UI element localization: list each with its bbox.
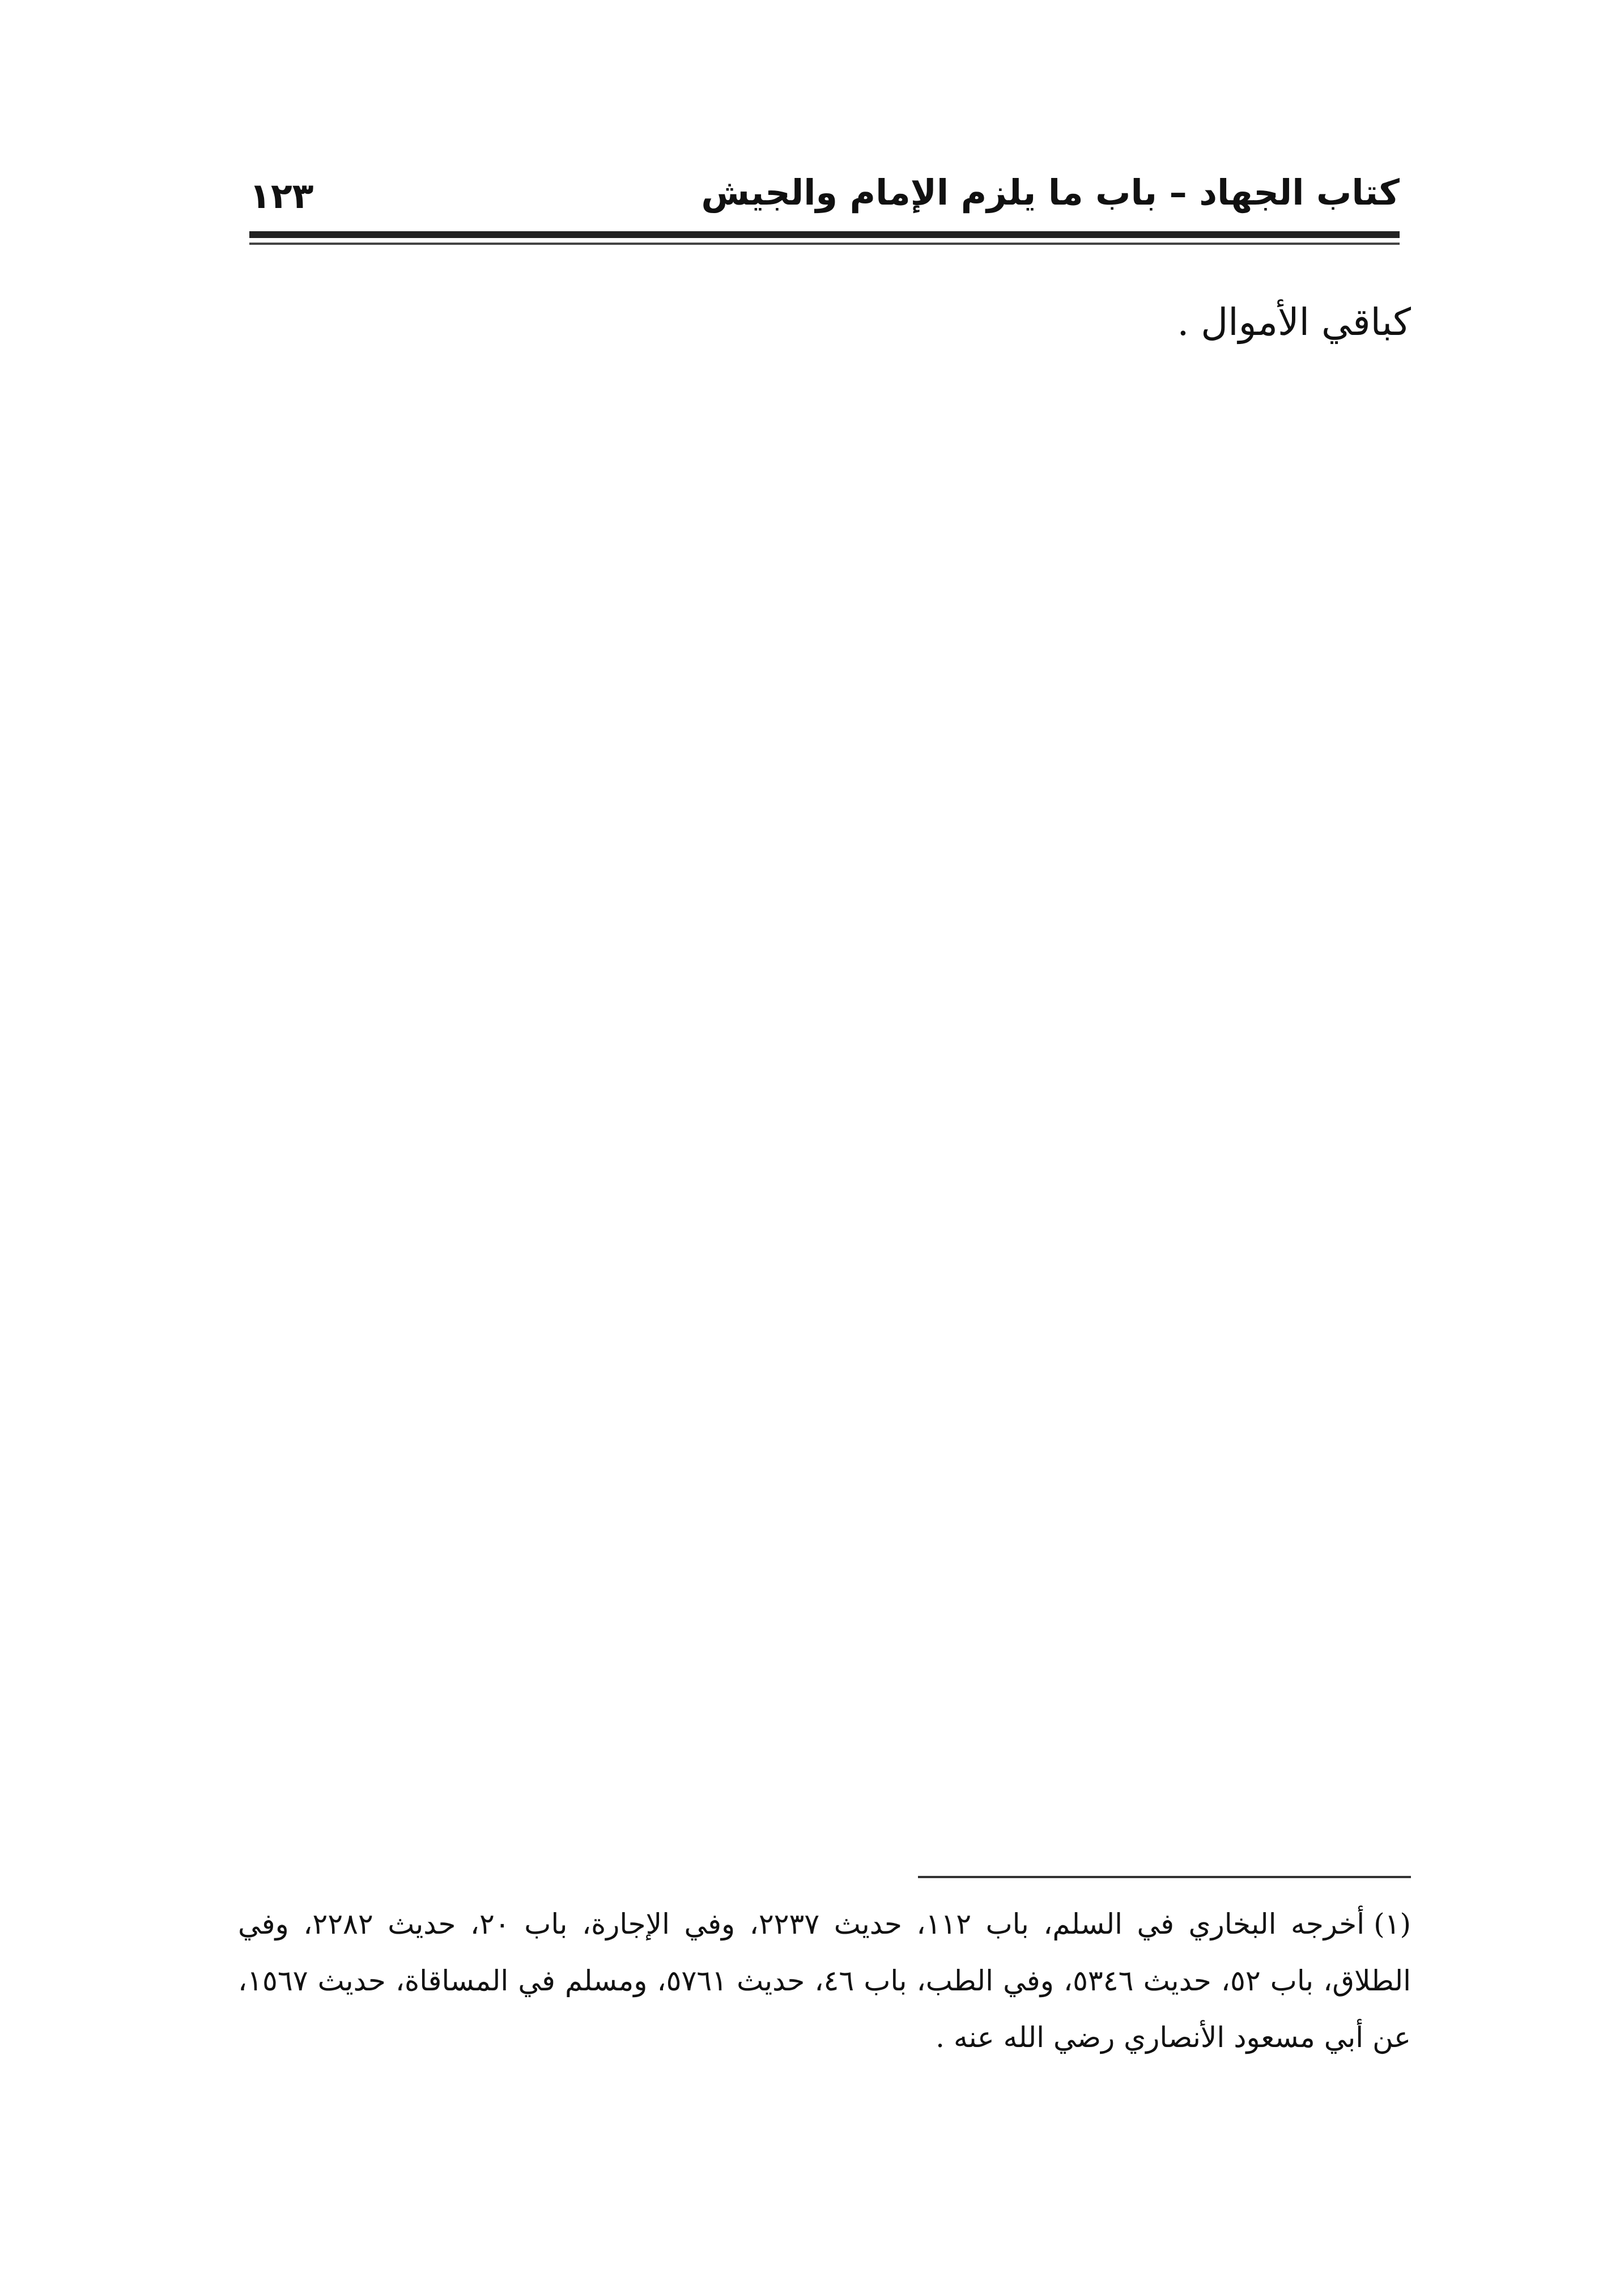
footnote-marker: (١) bbox=[1374, 1908, 1411, 1940]
footnote bbox=[238, 1896, 1411, 2066]
footnote-text: أخرجه البخاري في السلم، باب ١١٢، حديث ٢٢٣٧، وفي الإجارة، باب ٢٠، حديث ٢٢٨٢، وفي الطلاق، باب ٥٢، حديث ٥٣٤٦، وفي الطب، باب ٤٦، حديث ٥٧٦١، ومسلم في المساقاة، حديث ١٥٦٧، عن أبي مسعود الأنصاري رضي الله عنه . bbox=[238, 1908, 1411, 2054]
footnote-separator bbox=[918, 1876, 1411, 1878]
running-header bbox=[249, 164, 1400, 227]
commentary-text: كباقي الأموال . bbox=[1177, 300, 1411, 344]
body-text bbox=[238, 283, 1411, 1825]
header-rule-thin bbox=[249, 243, 1400, 245]
header-rule-thick bbox=[249, 231, 1400, 238]
running-title: كتاب الجهاد – باب ما يلزم الإمام والجيش bbox=[701, 172, 1400, 213]
page-number: ١٢٣ bbox=[249, 175, 314, 216]
body-paragraph bbox=[238, 283, 1411, 362]
footnotes bbox=[238, 1896, 1411, 2134]
